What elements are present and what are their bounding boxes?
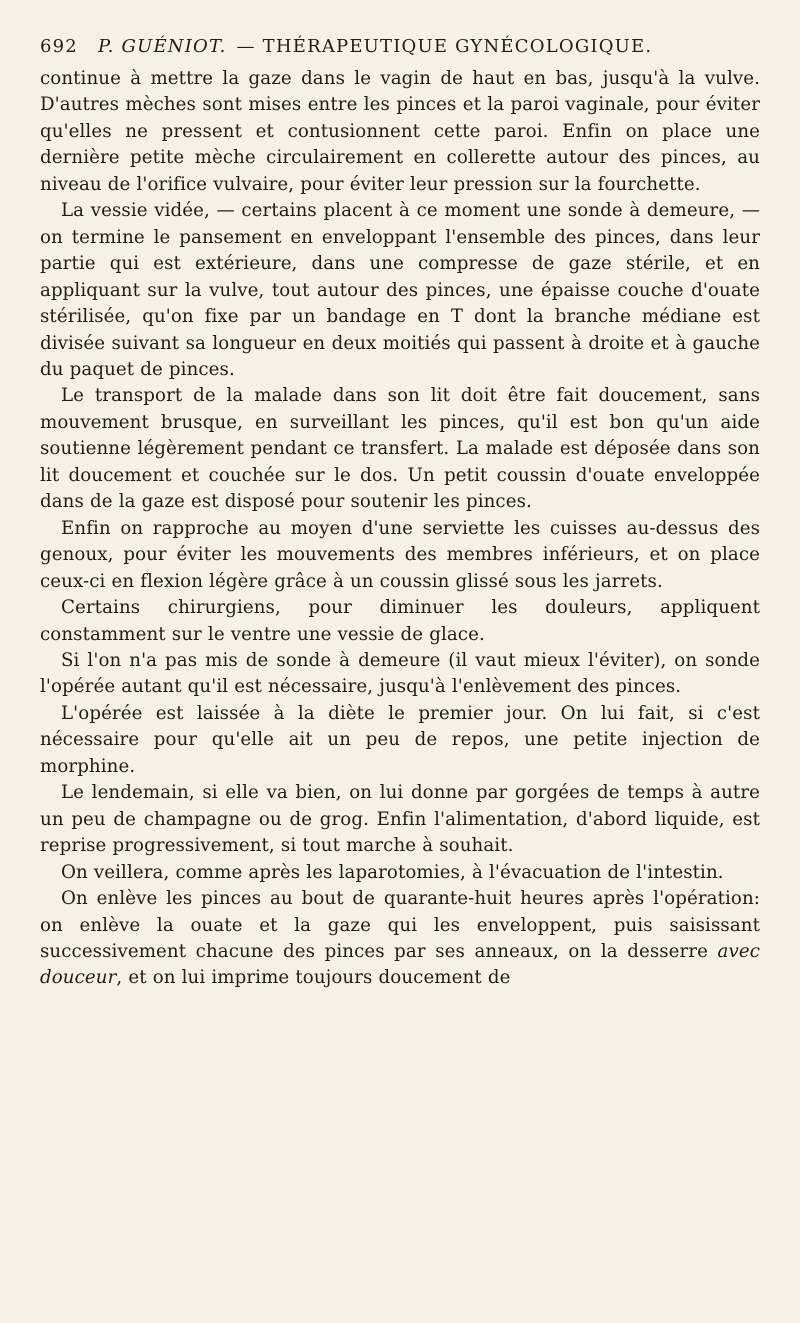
book-page <box>40 38 760 1298</box>
paragraph: Enfin on rapproche au moyen d'une serviette les cuisses au-dessus des genoux, pour éviter les mouvements des membres inférieurs, et on place ceux-ci en flexion légère grâce à un coussin glissé sous les jarrets. <box>40 517 760 592</box>
page-number: 692 <box>40 36 78 57</box>
paragraph: continue à mettre la gaze dans le vagin de haut en bas, jusqu'à la vulve. D'autres mèches sont mises entre les pinces et la paroi vaginale, pour éviter qu'elles ne pressent et contusionnent cette paroi. Enfin on place une dernière petite mèche circulairement en collerette autour des pinces, au niveau de l'orifice vulvaire, pour éviter leur pression sur la fourchette. <box>40 68 760 195</box>
paragraph-last-text-after: , et on lui imprime toujours doucement de <box>116 967 511 989</box>
paragraph-last-text-before: On enlève les pinces au bout de quarante-huit heures après l'opération: on enlève la ouate et la gaze qui les enveloppent, puis saisissant successivement chacune des pinces par ses anneaux, on la desserre <box>40 888 760 962</box>
running-head <box>40 38 760 56</box>
author-name: P. GUÉNIOT. <box>98 36 227 57</box>
running-title: — THÉRAPEUTIQUE GYNÉCOLOGIQUE. <box>236 36 653 57</box>
paragraph: Si l'on n'a pas mis de sonde à demeure (il vaut mieux l'éviter), on sonde l'opérée autant qu'il est nécessaire, jusqu'à l'enlèvement des pinces. <box>40 649 760 698</box>
paragraph: L'opérée est laissée à la diète le premier jour. On lui fait, si c'est nécessaire pour qu'elle ait un peu de repos, une petite injection de morphine. <box>40 702 760 777</box>
paragraph: Le transport de la malade dans son lit doit être fait doucement, sans mouvement brusque, en surveillant les pinces, qu'il est bon qu'un aide soutienne légèrement pendant ce transfert. La malade est déposée dans son lit doucement et couchée sur le dos. Un petit coussin d'ouate enveloppée dans de la gaze est disposé pour soutenir les pinces. <box>40 385 760 513</box>
paragraph: La vessie vidée, — certains placent à ce moment une sonde à demeure, — on termine le pansement en enveloppant l'ensemble des pinces, dans leur partie qui est extérieure, dans une compresse de gaze stérile, et en appliquant sur la vulve, tout autour des pinces, une épaisse couche d'ouate stérilisée, qu'on fixe par un bandage en T dont la branche médiane est divisée suivant sa longueur en deux moitiés qui passent à droite et à gauche du paquet de pinces. <box>40 200 760 380</box>
body-text <box>40 66 760 992</box>
italic-emphasis: avec douceur <box>40 940 760 989</box>
paragraph: Le lendemain, si elle va bien, on lui donne par gorgées de temps à autre un peu de champagne ou de grog. Enfin l'alimentation, d'abord liquide, est reprise progressivement, si tout marche à souhait. <box>40 782 760 857</box>
paragraph: Certains chirurgiens, pour diminuer les douleurs, appliquent constamment sur le ventre une vessie de glace. <box>40 597 760 645</box>
paragraph-last <box>40 886 760 992</box>
paragraph: On veillera, comme après les laparotomies, à l'évacuation de l'intestin. <box>61 861 724 883</box>
